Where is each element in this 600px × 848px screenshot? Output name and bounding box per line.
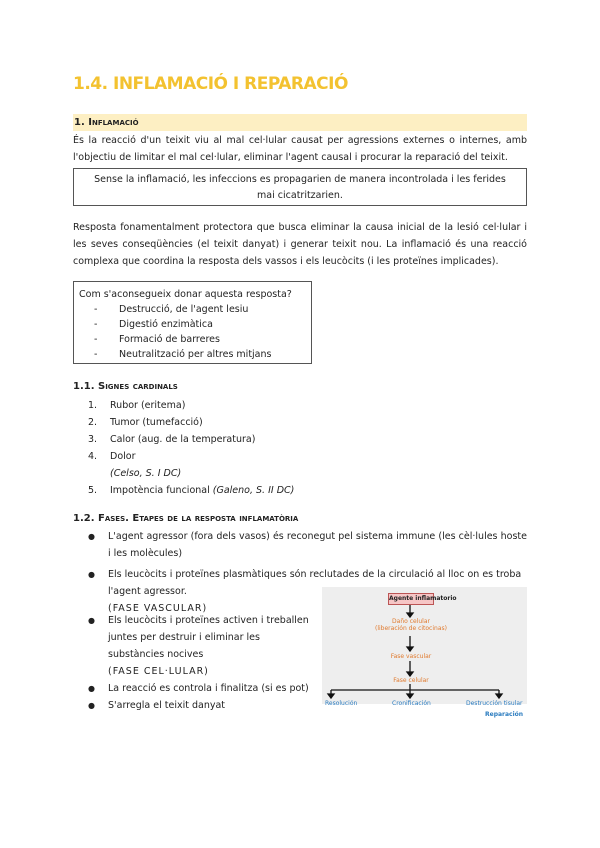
item-note: (Galeno, S. II DC) [212, 485, 295, 496]
response-paragraph: Resposta fonamentalment protectora que busca eliminar la causa inicial de la lesió cel·lular i les seves conseqüències (el teixit danyat) i generar teixit nou. La inflamació és una reacció complexa que coordina la resposta dels vassos i els leucòcits (i les proteïnes implicades). [73, 222, 527, 267]
signes-list [88, 397, 295, 499]
diagram-outcome-reparacion: Reparación [485, 711, 524, 718]
list-item: ● S'arregla el teixit danyat [88, 700, 226, 711]
list-item: - Digestió enzimàtica [94, 319, 213, 330]
item-text: Neutralització per altres mitjans [119, 349, 272, 360]
item-number: 4. [88, 451, 98, 462]
diagram-outcome-destruccion: Destrucción tisular [466, 700, 523, 707]
item-text: Calor (aug. de la temperatura) [110, 434, 256, 445]
diagram-outcome-resolucion: Resolución [325, 700, 358, 707]
diagram-step3: Fase celular [393, 677, 429, 684]
note-box [73, 168, 527, 206]
list-item: - Destrucció, de l'agent lesiu [94, 304, 249, 315]
list-item [88, 431, 294, 448]
item-text: Destrucció, de l'agent lesiu [119, 304, 249, 315]
list-item: - Formació de barreres [94, 334, 220, 345]
item-text: Els leucòcits i proteïnes activen i treballen juntes per destruir i eliminar les substàncies nocives [108, 615, 309, 660]
question-text: Com s'aconsegueix donar aquesta resposta? [79, 289, 292, 300]
signes-heading: 1.1. Signes cardinals [73, 381, 178, 392]
item-text: Formació de barreres [119, 334, 220, 345]
list-item [88, 448, 294, 482]
inflammation-flow-diagram [322, 587, 527, 704]
item-number: 1. [88, 400, 98, 411]
list-item [88, 482, 295, 499]
diagram-step2: Fase vascular [390, 653, 432, 660]
phase-label: (FASE VASCULAR) [108, 603, 208, 614]
intro-paragraph: És la reacció d'un teixit viu al mal cel·lular causat per agressions externes o internes, amb l'objectiu de limitar el mal cel·lular, eliminar l'agent causal i procurar la reparació del teixit. [73, 135, 527, 163]
item-number: 3. [88, 434, 98, 445]
step1-line2: (liberación de citocinas) [375, 625, 447, 632]
question-box [73, 281, 312, 364]
diagram-step1 [372, 618, 450, 632]
section-heading-inflamacio: 1. Inflamació [73, 114, 527, 131]
item-text: Impotència funcional [110, 485, 210, 496]
item-number: 2. [88, 417, 98, 428]
item-number: 5. [88, 485, 98, 496]
fases-heading: 1.2. Fases. Etapes de la resposta inflamatòria [73, 513, 299, 524]
list-item [88, 397, 294, 414]
diagram-outcome-cronificacion: Cronificación [392, 700, 431, 707]
page-title: 1.4. INFLAMACIÓ I REPARACIÓ [73, 74, 348, 94]
item-text: L'agent agressor (fora dels vasos) és reconegut pel sistema immune (les cèl·lules hoste i les molècules) [108, 531, 527, 559]
item-text: Tumor (tumefacció) [110, 417, 203, 428]
list-item: ● Els leucòcits i proteïnes plasmàtiques són reclutades de la circulació al lloc on es troba l'agent agressor. (FASE VASCULAR) [88, 569, 522, 614]
item-text: Digestió enzimàtica [119, 319, 213, 330]
list-item: ● Els leucòcits i proteïnes activen i treballen juntes per destruir i eliminar les substàncies nocives (FASE CEL·LULAR) [88, 615, 309, 677]
list-item [88, 414, 294, 431]
list-item: ● La reacció es controla i finalitza (si es pot) [88, 683, 309, 694]
item-text: Els leucòcits i proteïnes plasmàtiques són reclutades de la circulació al lloc on es troba l'agent agressor. [108, 569, 522, 597]
item-note: (Celso, S. I DC) [110, 468, 182, 479]
note-text: Sense la inflamació, les infeccions es propagarien de manera incontrolada i les ferides mai cicatritzarien. [94, 174, 506, 201]
list-item: ● L'agent agressor (fora dels vasos) és reconegut pel sistema immune (les cèl·lules hoste i les molècules) [88, 531, 527, 559]
item-text: La reacció es controla i finalitza (si es pot) [108, 683, 309, 694]
item-text: S'arregla el teixit danyat [108, 700, 226, 711]
item-text: Rubor (eritema) [110, 400, 186, 411]
list-item: - Neutralització per altres mitjans [94, 349, 272, 360]
phase-label: (FASE CEL·LULAR) [108, 666, 209, 677]
diagram-top-box: Agente inflamatorio [388, 593, 434, 605]
step1-line1: Daño celular [392, 618, 430, 625]
fases-list-bottom [88, 612, 313, 714]
item-text: Dolor [110, 451, 136, 462]
